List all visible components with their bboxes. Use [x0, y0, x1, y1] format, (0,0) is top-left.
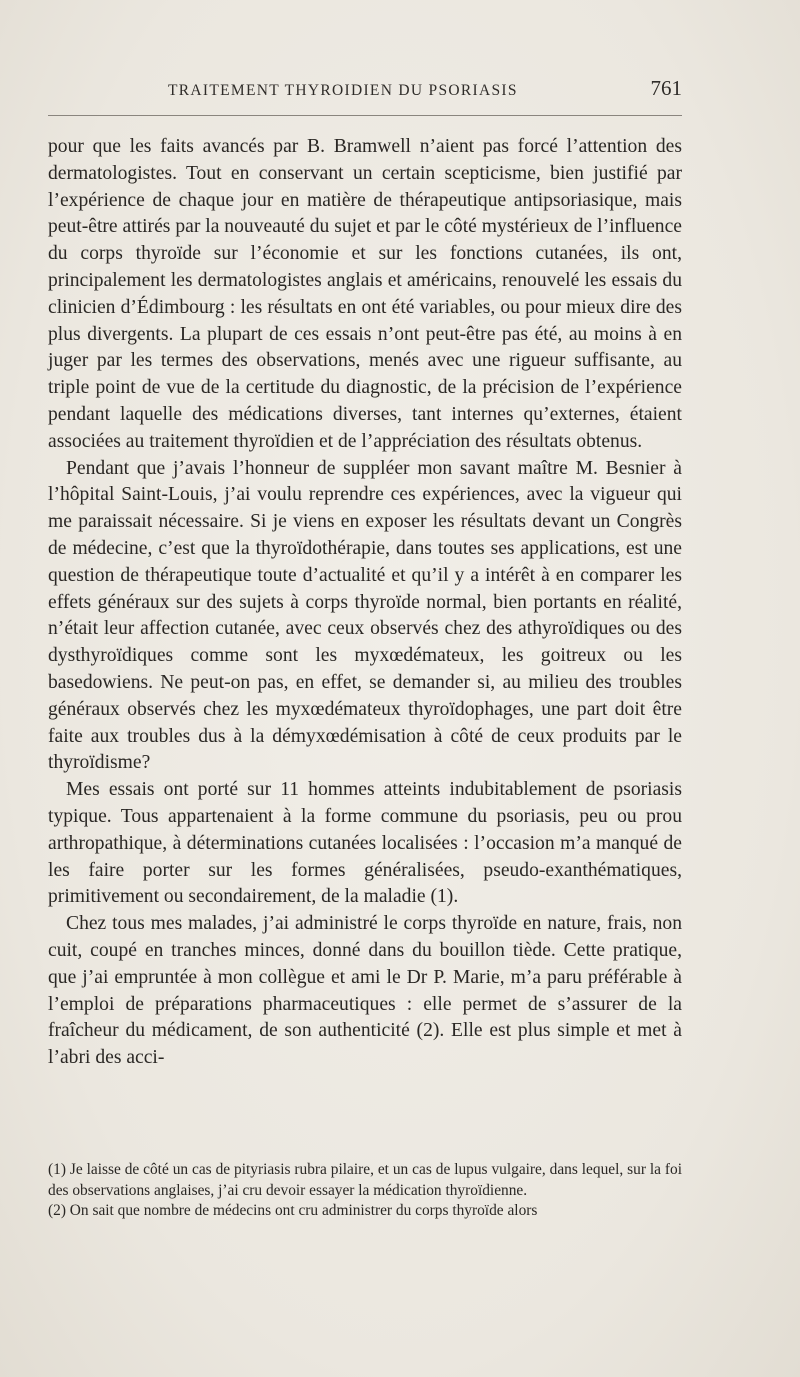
paragraph-2: Pendant que j’avais l’honneur de suppléer mon savant maître M. Besnier à l’hôpital Saint-Louis, j’ai voulu reprendre ces expériences, avec la vigueur qui me paraissait nécessaire. Si je viens en exposer les résultats devant un Congrès de médecine, c’est que la thyroïdothérapie, dans toutes ses applications, est une question de thérapeutique toute d’actualité et qu’il y a intérêt à en comparer les effets généraux sur des sujets à corps thyroïde normal, bien portants en réalité, n’était leur affection cutanée, avec ceux observés chez des athyroïdiques ou des dysthyroïdiques comme sont les myxœdémateux, les goitreux ou les basedowiens. Ne peut-on pas, en effet, se demander si, au milieu des troubles généraux observés chez les myxœdémateux thyroïdophages, une part doit être faite aux troubles dus à la démyxœdémisation à côté de ceux produits par le thyroïdisme? [48, 457, 682, 774]
paragraph-3: Mes essais ont porté sur 11 hommes atteints indubitablement de psoriasis typique. Tous appartenaient à la forme commune du psoriasis, peu ou prou arthropathique, à déterminations cutanées localisées : l’occasion m’a manqué de les faire porter sur les formes généralisées, pseudo-exanthématiques, primitivement ou secondairement, de la maladie (1). [48, 779, 682, 908]
paragraph-1: pour que les faits avancés par B. Bramwell n’aient pas forcé l’attention des dermatologistes. Tout en conservant un certain scepticisme, bien justifié par l’expérience de chaque jour en matière de thérapeutique antipsoriasique, mais peut-être attirés par la nouveauté du sujet et par le côté mystérieux de l’influence du corps thyroïde sur l’économie et sur les fonctions cutanées, ils ont, principalement les dermatologistes anglais et américains, renouvelé les essais du clinicien d’Édimbourg : les résultats en ont été variables, ou pour mieux dire des plus divergents. La plupart de ces essais n’ont peut-être pas été, au moins à en juger par les termes des observations, menés avec une rigueur suffisante, au triple point de vue de la certitude du diagnostic, de la précision de l’expérience pendant laquelle des médications diverses, tant internes qu’externes, étaient associées au traitement thyroïdien et de l’appréciation des résultats obtenus. [48, 136, 682, 452]
running-title: TRAITEMENT THYROIDIEN DU PSORIASIS [168, 82, 518, 99]
paragraph-4: Chez tous mes malades, j’ai administré le corps thyroïde en nature, frais, non cuit, coupé en tranches minces, donné dans du bouillon tiède. Cette pratique, que j’ai empruntée à mon collègue et ami le Dr P. Marie, m’a paru préférable à l’emploi de préparations pharmaceutiques : elle permet de s’assurer de la fraîcheur du médicament, de son authenticité (2). Elle est plus simple et met à l’abri des acci- [48, 913, 682, 1069]
footnotes [48, 1160, 682, 1222]
header-rule [48, 115, 682, 116]
main-text [48, 134, 682, 1072]
page-header [48, 76, 682, 106]
footnote-2: (2) On sait que nombre de médecins ont cru administrer du corps thyroïde alors [48, 1202, 538, 1220]
page-number: 761 [650, 76, 682, 100]
footnote-1: (1) Je laisse de côté un cas de pityriasis rubra pilaire, et un cas de lupus vulgaire, dans lequel, sur la foi des observations anglaises, j’ai cru devoir essayer la médication thyroïdienne. [48, 1161, 682, 1199]
